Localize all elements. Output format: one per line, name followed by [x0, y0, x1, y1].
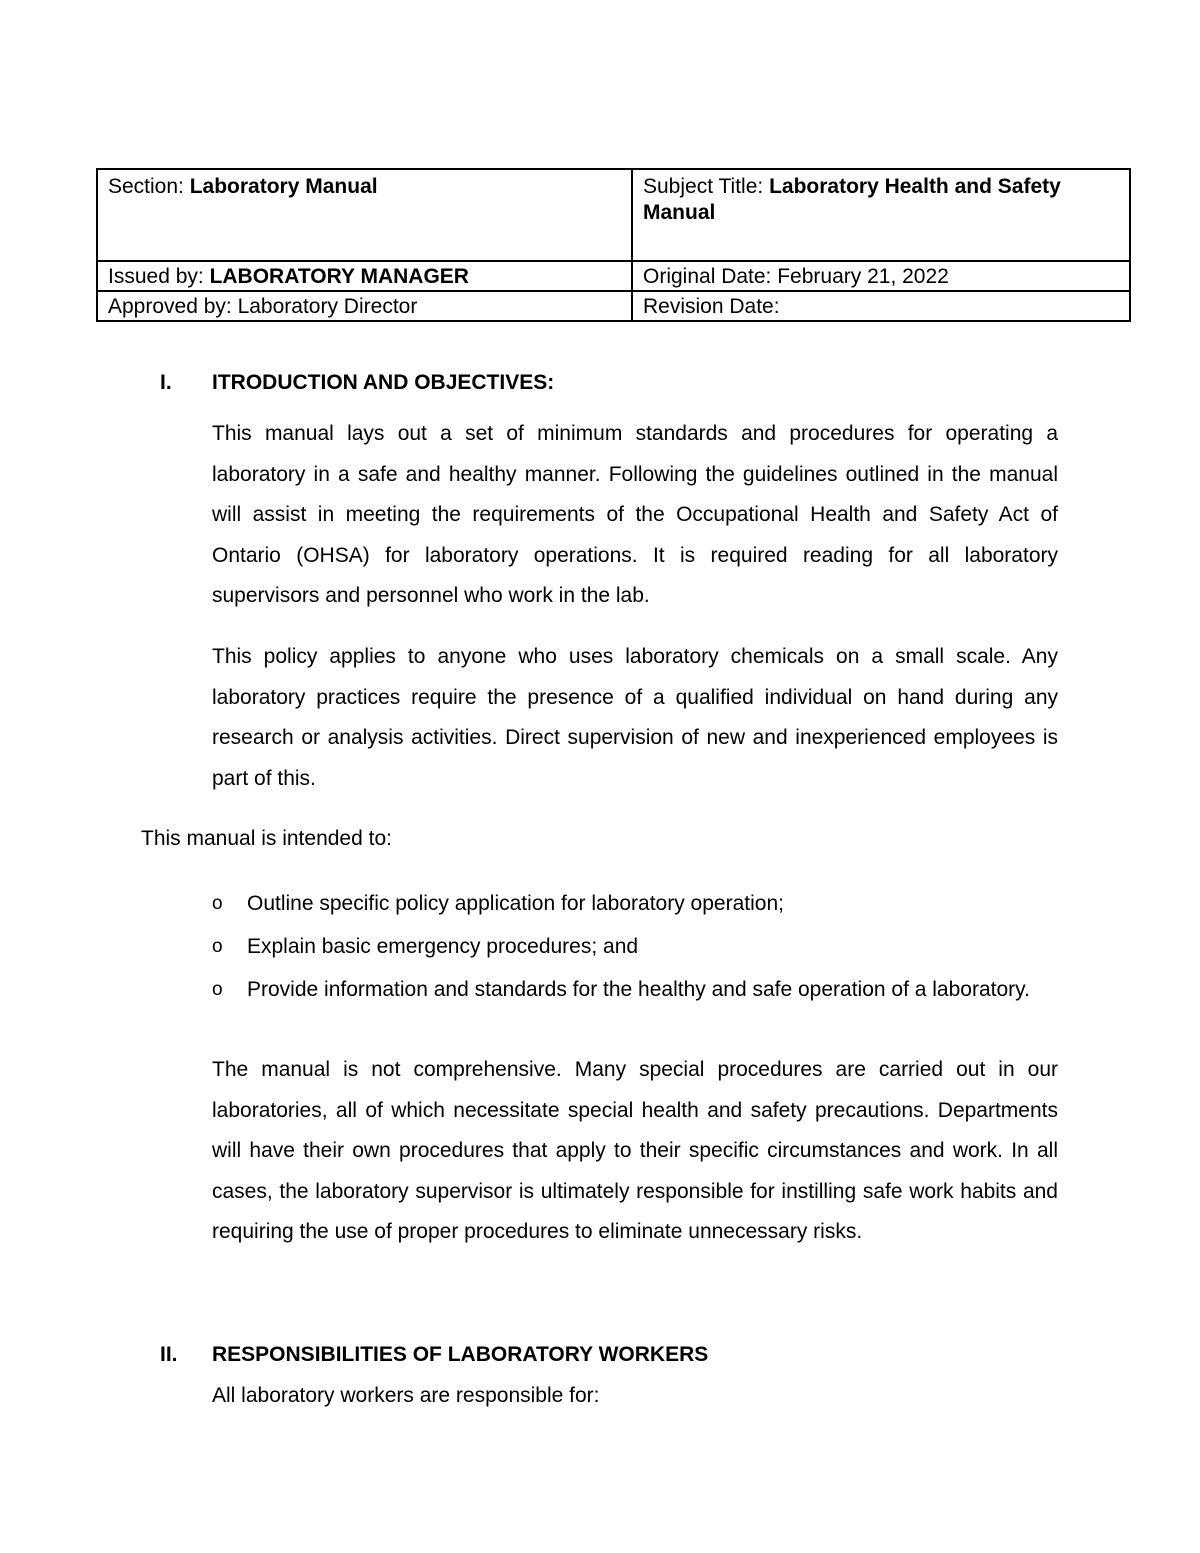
issued-value: LABORATORY MANAGER	[209, 265, 469, 288]
section-label: Section:	[108, 175, 190, 198]
policy-paragraph: This policy applies to anyone who uses laboratory chemicals on a small scale. Any laboratory practices require the presence of a qualified individual on hand during any research or analysis activities. Direct supervision of new and inexperienced employees is part of this.	[212, 645, 1058, 790]
bullet-marker: o	[212, 936, 223, 957]
comprehensive-paragraph: The manual is not comprehensive. Many special procedures are carried out in our laboratories, all of which necessitate special health and safety precautions. Departments will have their own procedures that apply to their specific circumstances and work. In all cases, the laboratory supervisor is ultimately responsible for instilling safe work habits and requiring the use of proper procedures to eliminate unnecessary risks.	[212, 1058, 1058, 1243]
original-date-cell: Original Date: February 21, 2022	[632, 261, 1130, 291]
section-value: Laboratory Manual	[189, 175, 378, 198]
list-item-text: Outline specific policy application for laboratory operation;	[247, 892, 784, 915]
header-row-section	[97, 169, 1130, 261]
approved-cell: Approved by: Laboratory Director	[97, 291, 632, 321]
issued-cell	[97, 261, 632, 291]
issued-label: Issued by:	[108, 265, 210, 288]
section-1-number: I.	[160, 371, 172, 394]
list-item	[212, 925, 1058, 968]
document-header-table	[96, 168, 1131, 322]
section-2-intro: All laboratory workers are responsible for:	[212, 1384, 600, 1407]
section-1-title: ITRODUCTION AND OBJECTIVES:	[212, 371, 555, 394]
intended-intro: This manual is intended to:	[141, 827, 392, 850]
bullet-marker: o	[212, 979, 223, 1000]
list-item	[212, 882, 1058, 925]
list-item	[212, 968, 1058, 1011]
header-row-approved	[97, 291, 1130, 321]
intended-list	[212, 882, 1058, 1011]
revision-date-cell: Revision Date:	[632, 291, 1130, 321]
intro-paragraph: This manual lays out a set of minimum standards and procedures for operating a laboratory in a safe and healthy manner. Following the guidelines outlined in the manual will assist in meeting the requirements of the Occupational Health and Safety Act of Ontario (OHSA) for laboratory operations. It is required reading for all laboratory supervisors and personnel who work in the lab.	[212, 422, 1058, 607]
bullet-marker: o	[212, 893, 223, 914]
subject-label: Subject Title:	[643, 175, 770, 198]
list-item-text: Explain basic emergency procedures; and	[247, 935, 639, 958]
section-cell	[97, 169, 632, 261]
subject-cell	[632, 169, 1130, 261]
subject-value: Laboratory Health and Safety Manual	[643, 175, 1061, 224]
section-2-title: RESPONSIBILITIES OF LABORATORY WORKERS	[212, 1343, 709, 1366]
header-row-issued	[97, 261, 1130, 291]
section-2-number: II.	[160, 1343, 178, 1366]
list-item-text: Provide information and standards for the healthy and safe operation of a laboratory.	[247, 978, 1030, 1001]
